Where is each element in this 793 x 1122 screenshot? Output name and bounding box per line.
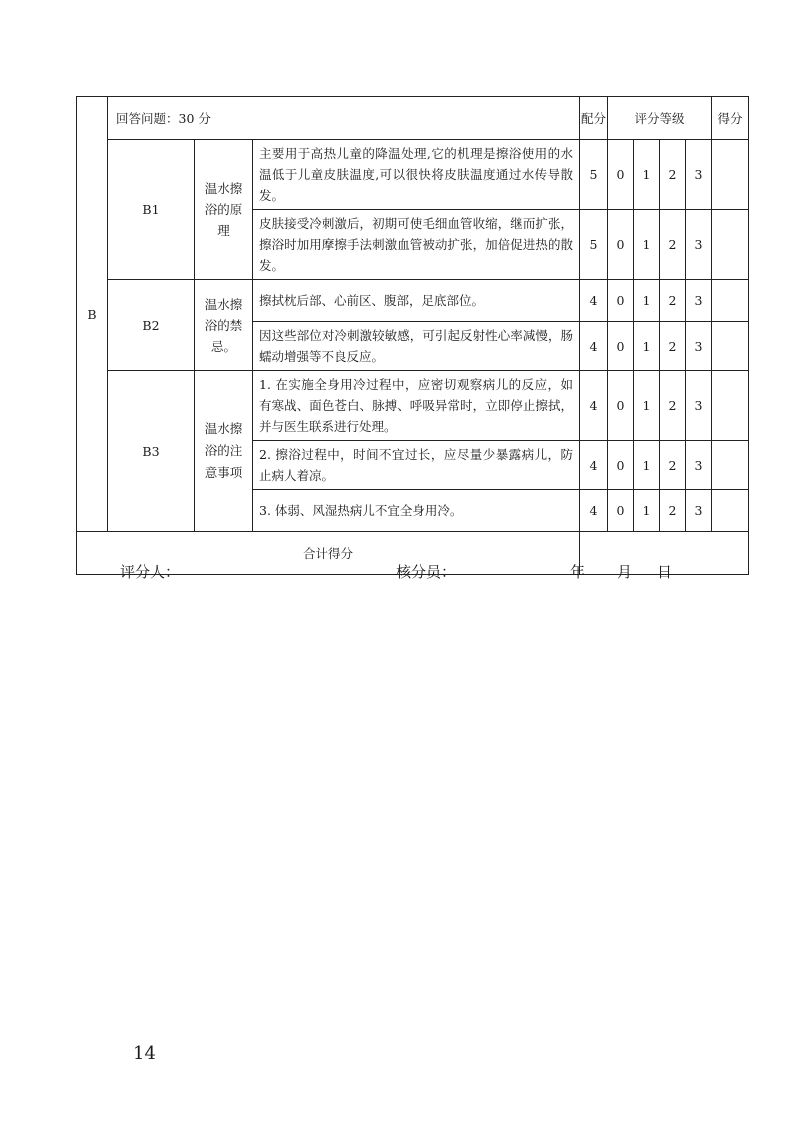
weight-value: 5 [580,140,608,210]
grade-level-3: 3 [686,490,712,532]
question-label: 回答问题：30 分 [108,97,580,140]
weight-value: 4 [580,441,608,490]
grade-level-1: 1 [634,210,660,280]
criteria-text: 皮肤接受冷刺激后，初期可使毛细血管收缩，继而扩张，擦浴时加用摩擦手法刺激血管被动扩张，加倍促进热的散发。 [253,210,580,280]
score-input-cell[interactable] [712,371,749,441]
score-input-cell[interactable] [712,140,749,210]
criteria-row [77,140,749,210]
grade-level-2: 2 [660,371,686,441]
grade-level-0: 0 [608,210,634,280]
weight-value: 4 [580,280,608,322]
month-label: 月 [617,563,633,581]
weight-value: 4 [580,322,608,371]
group-topic-cell: 温水擦浴的禁忌。 [195,280,253,371]
criteria-text: 因这些部位对冷刺激较敏感，可引起反射性心率减慢，肠蠕动增强等不良反应。 [253,322,580,371]
grade-level-3: 3 [686,441,712,490]
checker-label: 核分员： [396,563,457,581]
grade-level-1: 1 [634,280,660,322]
section-code-cell: B [77,97,108,532]
total-score-label: 合计得分 [77,532,580,575]
grade-level-3: 3 [686,140,712,210]
grade-level-2: 2 [660,210,686,280]
criteria-text: 2. 擦浴过程中，时间不宜过长，应尽量少暴露病儿，防止病人着凉。 [253,441,580,490]
grade-level-1: 1 [634,441,660,490]
score-input-cell[interactable] [712,490,749,532]
grade-level-1: 1 [634,490,660,532]
criteria-text: 主要用于高热儿童的降温处理,它的机理是擦浴使用的水温低于儿童皮肤温度,可以很快将皮肤温度通过水传导散发。 [253,140,580,210]
group-code-cell: B3 [108,371,195,532]
year-label: 年 [570,563,586,581]
grade-level-2: 2 [660,322,686,371]
grade-level-3: 3 [686,371,712,441]
grade-level-0: 0 [608,280,634,322]
group-topic-cell: 温水擦浴的原理 [195,140,253,280]
grade-level-3: 3 [686,322,712,371]
header-row [77,97,749,140]
grade-level-0: 0 [608,371,634,441]
grade-level-0: 0 [608,140,634,210]
grade-level-2: 2 [660,140,686,210]
page-number: 14 [133,1043,156,1064]
grade-level-2: 2 [660,441,686,490]
grade-level-0: 0 [608,490,634,532]
score-input-cell[interactable] [712,280,749,322]
weight-value: 4 [580,490,608,532]
grade-level-1: 1 [634,371,660,441]
day-label: 日 [657,563,673,581]
weight-value: 5 [580,210,608,280]
score-input-cell[interactable] [712,210,749,280]
score-column-header: 得分 [712,97,749,140]
grade-column-header: 评分等级 [608,97,712,140]
weight-value: 4 [580,371,608,441]
score-input-cell[interactable] [712,441,749,490]
group-code-cell: B1 [108,140,195,280]
criteria-text: 1. 在实施全身用冷过程中，应密切观察病儿的反应，如有寒战、面色苍白、脉搏、呼吸异常时，立即停止擦拭，并与医生联系进行处理。 [253,371,580,441]
score-input-cell[interactable] [712,322,749,371]
group-code-cell: B2 [108,280,195,371]
criteria-text: 擦拭枕后部、心前区、腹部，足底部位。 [253,280,580,322]
criteria-row [77,280,749,322]
grade-level-3: 3 [686,210,712,280]
grader-label: 评分人： [120,563,181,581]
grade-level-1: 1 [634,140,660,210]
grade-level-0: 0 [608,441,634,490]
weight-column-header: 配分 [580,97,608,140]
grade-level-3: 3 [686,280,712,322]
group-topic-cell: 温水擦浴的注意事项 [195,371,253,532]
grade-level-0: 0 [608,322,634,371]
grade-level-2: 2 [660,490,686,532]
criteria-text: 3. 体弱、风湿热病儿不宜全身用冷。 [253,490,580,532]
criteria-row [77,371,749,441]
scoring-table [76,96,749,575]
grade-level-2: 2 [660,280,686,322]
grade-level-1: 1 [634,322,660,371]
